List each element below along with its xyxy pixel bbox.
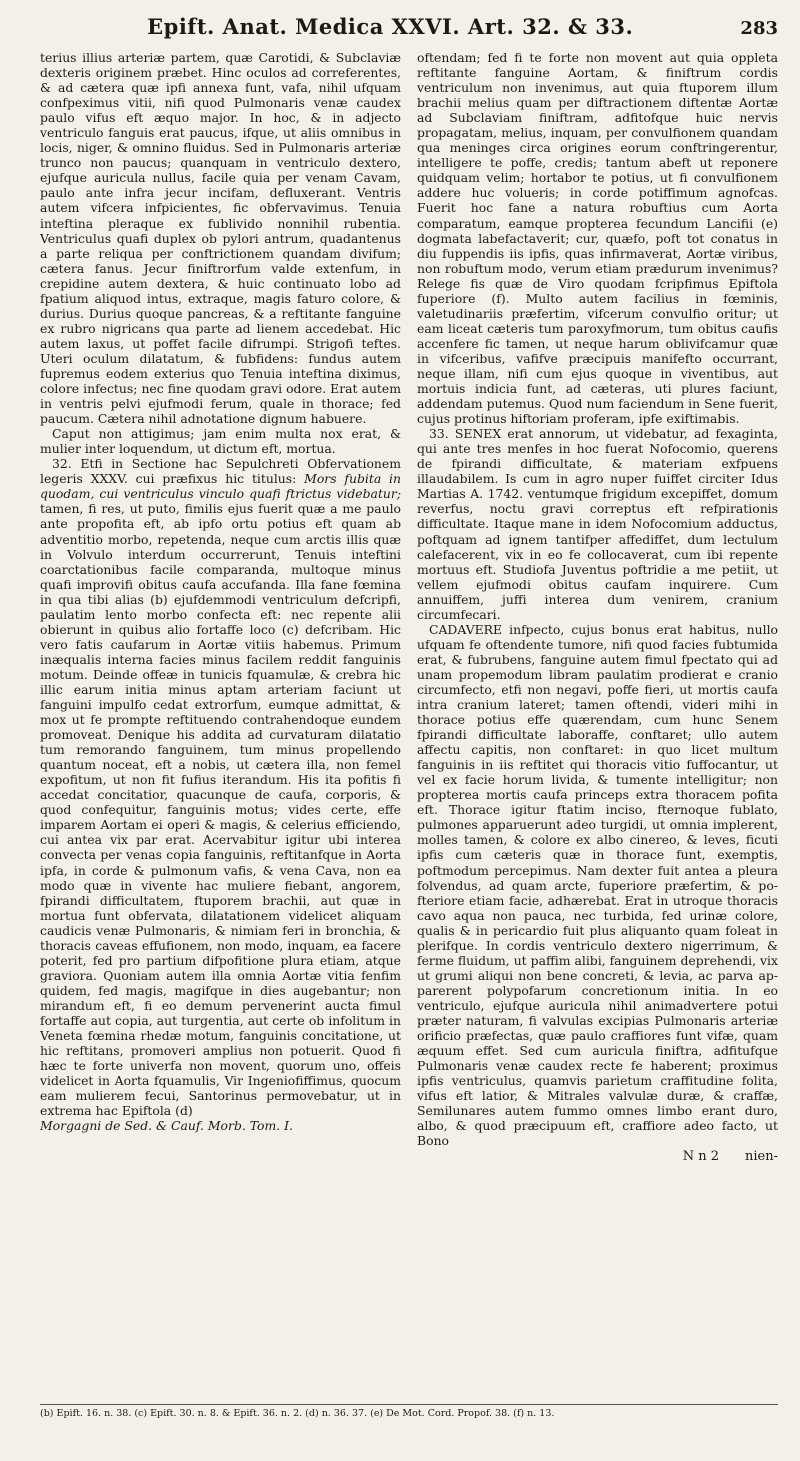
catchword: nien- (745, 1149, 778, 1165)
footnotes: (b) Epift. 16. n. 38. (c) Epift. 30. n. 8. & Epift. 36. n. 2. (d) n. 36. 37. (e) De Mot. Cord. Propof. 38. (f) n. 13. (40, 1408, 555, 1419)
paragraph: Caput non attigimus; jam enim multa nox erat, & mulier inter loquendum, ut dictum eft, mortua. (40, 426, 401, 457)
right-column (417, 50, 778, 1398)
section-number: 32. (52, 456, 72, 472)
section-number: 33. (429, 426, 449, 442)
running-header (40, 14, 778, 44)
paragraph: CADAVERE infpecto, cujus bonus erat habitus, nullo ufquam fe oftendente tumore, nifi quod facies fubtumida erat, & fubrubens, fanguine autem fimul fpectato qui ad unam propemodum libram paulatim prodierat e cranio circumfecto, etfi non negavi, poffe fieri, ut mortis caufa intra cranium lateret; tamen oftendi, videri mihi in thorace potius effe quærendam, cum hunc Senem fpirandi difficultate laboraffe, conftaret; ullo autem affectu capitis, non conftaret: in quo licet multum fanguinis in iis reftitet qui thoracis vitio fuffocantur, ut vel ex facie horum livida, & tumente intelligitur; non propterea mortis caufa princeps extra thoracem pofita eft. Thorace igitur ftatim inciso, fternoque fublato, pulmones apparuerunt adeo turgidi, ut omnia implerent, molles tamen, & colore ex albo cinereo, & leves, ficuti ipfis cum cæteris quæ in thorace funt, exemptis, poftmodum percepimus. Nam dexter fuit antea a pleura folvendus, ad quam arcte, fuperiore præfertim, & pofteriore etiam facie, adhærebat. Erat in utroque thoracis cavo aqua non pauca, nec turbida, fed urinæ colore, qualis & in pericardio fuit plus aliquanto quam foleat in plerifque. In cordis ventriculo dextero nigerrimum, & ferme fluidum, ut paffim alibi, fanguinem deprehendi, vix ut grumi aliqui non bene concreti, & levia, ac parva apparerent polypofarum concretionum initia. In eo ventriculo, ejufque auricula nihil animadvertere potui præter naturam, fi valvulas excipias Pulmonaris arteriæ orificio præfectas, quæ paulo craffiores funt vifæ, quam æquum effet. Sed cum auricula finiftra, adfitufque Pulmonaris venæ caudex recte fe haberent; proximus ipfis ventriculus, quamvis parietum craffitudine folita, vifus eft latior, & Mitrales valvulæ duræ, & craffæ, Semilunares autem fummo omnes limbo erant duro, albo, & quod præcipuum eft, craffiore adeo facto, ut Bono (417, 621, 778, 1149)
signature-line (417, 1149, 778, 1164)
text-columns (40, 50, 778, 1398)
paragraph: terius illius arteriæ partem, quæ Carotidi, & Subclaviæ dexteris originem præbet. Hinc oculos ad correferentes, & ad cætera quæ ipfi annexa funt, vafa, nihil ufquam confpeximus vitii, nifi quod Pulmonaris venæ caudex paulo vifus eft æquo major. In hoc, & in adjecto ventriculo fanguis erat paucus, ifque, ut aliis omnibus in locis, niger, & omnino fluidus. Sed in Pulmonaris arteriæ trunco non paucus; quanquam in ventriculo dextero, ejufque auricula nullus, facile quia per venam Cavam, paulo ante infra jecur incifam, defluxerant. Ventris autem vifcera infpicientes, fic obfervavimus. Tenuia inteftina pleraque ex fublivido nonnihil rubentia. Ventriculus quafi duplex ob pylori antrum, quadantenus a parte reliqua per conftrictionem quandam divifum; cætera fanus. Jecur finiftrorfum valde extenfum, in crepidine autem dextera, & huic continuato lobo ad fpatium aliquod intus, extraque, magis faturo colore, & durius. Durius quoque pancreas, & a reftitante fanguine ex rubro nigricans qua parte ad lienem accedebat. Hic autem laxus, ut poffet facile difrumpi. Strigofi teftes. Uteri oculum dilatatum, & fubfidens: fundus autem fupremus eodem exterius quo Tenuia inteftina diximus, colore infectus; nec fine quodam gravi odore. Erat autem in ventris pelvi ejufmodi ferum, quale in thorace; fed paucum. Cætera nihil adnotatione dignum habuere. (40, 50, 401, 427)
quoted-title: Mors fubita in quodam, cui ventriculus vinculo quafi ftrictus videbatur; (40, 471, 401, 502)
paragraph-33: 33. SENEX erat annorum, ut videbatur, ad fexaginta, qui ante tres menfes in hoc fuerat Nofocomio, querens de fpirandi difficultate, & materiam exfpuens illaudabilem. Is cum in agro nuper fuiffet circiter Idus Martias A. 1742. ventumque frigidum excepiffet, domum reverfus, noctu gravi correptus eft refpirationis difficultate. Itaque mane in idem Nofocomium adductus, poftquam ad ignem tantifper affediffet, dum lectulum calefacerent, vix in eo fe collocaverat, cum ibi repente mortuus eft. Studiofa Juventus poftridie a me petiit, ut vellem ejufmodi obitus caufam inquirere. Cum annuiffem, juffi interea dum venirem, cranium circumfecari. (417, 426, 778, 622)
page-number: 283 (740, 18, 778, 39)
left-column (40, 50, 401, 1398)
book-signature: Morgagni de Sed. & Cauf. Morb. Tom. I. (40, 1118, 293, 1134)
paragraph: oftendam; fed fi te forte non movent aut quia oppleta reftitante fanguine Aortam, & finiftrum cordis ventriculum non invenimus, aut quia ftuporem illum brachii melius quam per diftractionem diftentæ Aortæ ad Subclaviam finiftram, adfitofque huic nervis propagatam, melius, inquam, per convulfionem quandam qua meninges circa origines eorum conftringerentur, intelligere te poffe, credis; tantum abeft ut reponere quidquam velim; hortabor te potius, ut fi convulfionem addere huc volueris; in corde potiffimum agnofcas. Fuerit hoc fane a natura robuftius cum Aorta comparatum, eamque propterea fecundum Lancifii (e) dogmata labefactaverit; cur, quæfo, poft tot conatus in diu fuppendis iis ipfis, quas infirmaverat, Aortæ viribus, non robuftum modo, verum etiam prædurum invenimus? Relege fis quæ de Viro quodam fcripfimus Epiftola fuperiore (f). Multo autem facilius in fœminis, valetudinariis præfertim, vifcerum convulfio oritur; ut eam liceat cæteris tum paroxyfmorum, tum obitus caufis accenfere fic tamen, ut neque harum oblivifcamur quæ in vifceribus, vafifve præcipuis manifefto occurrant, neque illam, nifi cum ejus quoque in viventibus, aut mortuis indicia funt, ad cæteras, uti plures faciunt, addendam putemus. Quod num faciendum in Sene fuerit, cujus protinus hiftoriam proferam, ipfe exiftimabis. (417, 50, 778, 427)
running-title: Epift. Anat. Medica XXVI. Art. 32. & 33. (147, 14, 634, 39)
signature-mark: N n 2 (682, 1149, 719, 1165)
footnote-rule (40, 1404, 778, 1405)
paragraph-32: 32. Etfi in Sectione hac Sepulchreti Obfervationem legeris XXXV. cui præfixus hic titulus: Mors fubita in quodam, cui ventriculus vinculo quafi ftrictus videbatur; tamen, fi res, ut puto, fimilis ejus fuerit quæ a me paulo ante propofita eft, ab ipfo ortu potius eft quam ab adventitio morbo, repetenda, neque cum arctis illis quæ in Volvulo interdum occurrerunt, Tenuis inteftini coarctationibus facile comparanda, multoque minus quafi improvifi obitus caufa accufanda. Illa fane fœmina in qua tibi alias (b) ejufdemmodi ventriculum defcripfi, paulatim lento morbo confecta eft: nec repente alii obierunt in quibus alio fortaffe loco (c) defcribam. Hic vero fatis caufarum in Aortæ vitiis habemus. Primum inæqualis interna facies minus facilem reddit fanguinis motum. Deinde offeæ in tunicis fquamulæ, & crebra hic illic earum initia minus aptam arteriam faciunt ut fanguini impulfo cedat extrorfum, eumque admittat, & mox ut fe prompte reftituendo contrahendoque eundem promoveat. Denique his addita ad curvaturam dilatatio tum remorando fanguinem, tum minus propellendo quantum noceat, eft a nobis, ut cætera illa, non femel expofitum, ut non fit fufius iterandum. His ita pofitis fi accedat concitatior, quacunque de caufa, corporis, & quod confequitur, fanguinis motus; vides certe, effe imparem Aortam ei operi & magis, & celerius efficiendo, cui antea vix par erat. Acervabitur igitur ubi interea convecta per venas copia fanguinis, reftitanfque in Aorta ipfa, in corde & pulmonum vafis, & vena Cava, non ea modo quæ in vivente hac muliere fiebant, angorem, fpirandi difficultatem, ftuporem brachii, aut quæ in mortua funt obfervata, dilatationem videlicet aliquam caudicis venæ Pulmonaris, & nimiam feri in bronchia, & thoracis caveas effufionem, non modo, inquam, ea facere poterit, fed pro partium difpofitione plura etiam, atque graviora. Quoniam autem illa omnia Aortæ vitia fenfim quidem, fed magis, magifque in dies augebantur; non mirandum eft, fi eo demum pervenerint aucta fimul fortaffe aut copia, aut turgentia, aut certe ob infolitum in Veneta fœmina rhedæ motum, fanguinis concitatione, ut hic reftitans, promoveri amplius non potuerit. Quod fi hæc te forte univerfa non movent, quorum uno, offeis videlicet in Aorta fquamulis, Vir Ingeniofiffimus, quocum eam mulierem fecui, Santorinus permovebatur, ut in extrema hac Epiftola (d) (40, 456, 401, 1119)
footnote-ref: (d) (175, 1103, 193, 1119)
